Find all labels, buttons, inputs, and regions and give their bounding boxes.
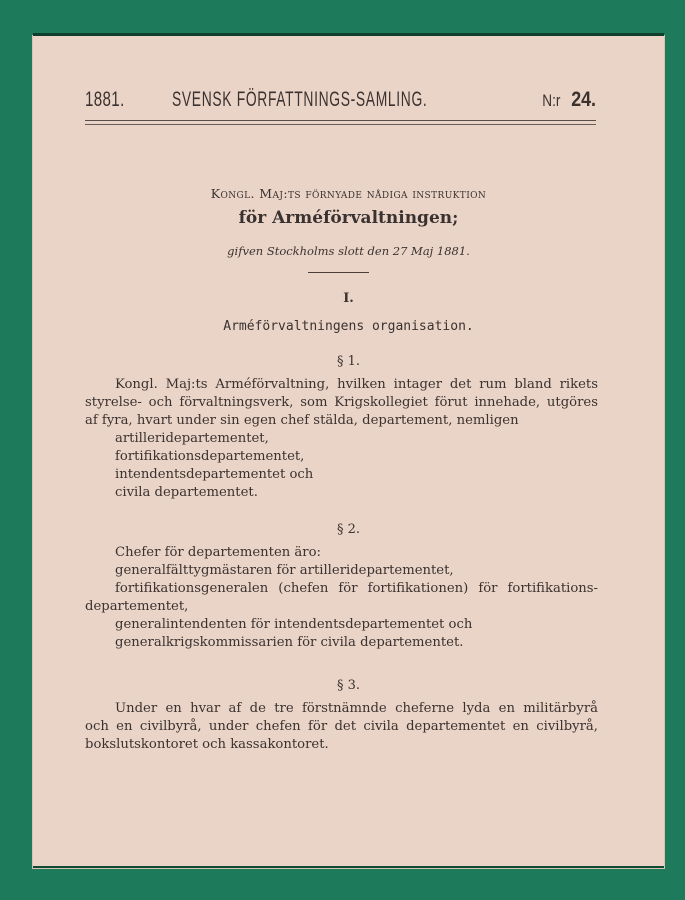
text-line: Chefer för departementen äro: [115, 545, 321, 560]
list-item: artilleridepartementet, [115, 431, 269, 446]
text-line: Under en hvar af de tre förstnämnde cheferne lyda en militärbyrå [115, 701, 598, 716]
text-line: bokslutskontoret och kassakontoret. [85, 737, 329, 752]
section-2-body [85, 544, 598, 652]
text-line: af fyra, hvart under sin egen chef stälda, departement, nemligen [85, 413, 519, 428]
header-rule-double [85, 124, 596, 125]
section-2-sign: § 2. [336, 522, 361, 537]
decree-preamble: Kongl. Maj:ts förnyade nådiga instruktion [210, 186, 487, 201]
list-item: generalkrigskommissarien för civila departementet. [115, 635, 464, 650]
number-label: N:r [542, 91, 561, 110]
header-year: 1881. [85, 88, 125, 111]
header-publication: SVENSK FÖRFATTNINGS-SAMLING. [172, 88, 428, 111]
header-number [540, 88, 598, 112]
text-line: Kongl. Maj:ts Arméförvaltning, hvilken intager det rum bland rikets [115, 377, 598, 392]
section-1-sign: § 1. [336, 354, 361, 369]
list-item: generalintendenten för intendentsdepartementet och [115, 617, 473, 632]
decree-title: för Arméförvaltningen; [238, 208, 459, 228]
section-3-sign: § 3. [336, 678, 361, 693]
section-3-body [85, 700, 598, 754]
running-header [85, 88, 598, 118]
section-1-body [85, 376, 598, 502]
list-item: civila departementet. [115, 485, 258, 500]
list-item: generalfälttygmästaren för artilleridepartementet, [115, 563, 454, 578]
list-item: fortifikationsdepartementet, [115, 449, 305, 464]
list-item: departementet, [85, 599, 189, 614]
divider-rule [308, 272, 369, 273]
document-page [33, 36, 664, 868]
text-line: och en civilbyrå, under chefen för det civila departementet en civilbyrå, [85, 719, 598, 734]
text-line: styrelse- och förvaltningsverk, som Krigskollegiet förut innehade, utgöres [85, 395, 598, 410]
chapter-numeral: I. [343, 291, 354, 306]
list-item: fortifikationsgeneralen (chefen för fortifikationen) för fortifikations- [115, 581, 598, 596]
chapter-heading: Arméförvaltningens organisation. [223, 319, 474, 334]
list-item: intendentsdepartementet och [115, 467, 314, 482]
number-value: 24. [570, 88, 596, 111]
decree-dateline: gifven Stockholms slott den 27 Maj 1881. [227, 244, 470, 258]
header-rule [85, 120, 596, 121]
